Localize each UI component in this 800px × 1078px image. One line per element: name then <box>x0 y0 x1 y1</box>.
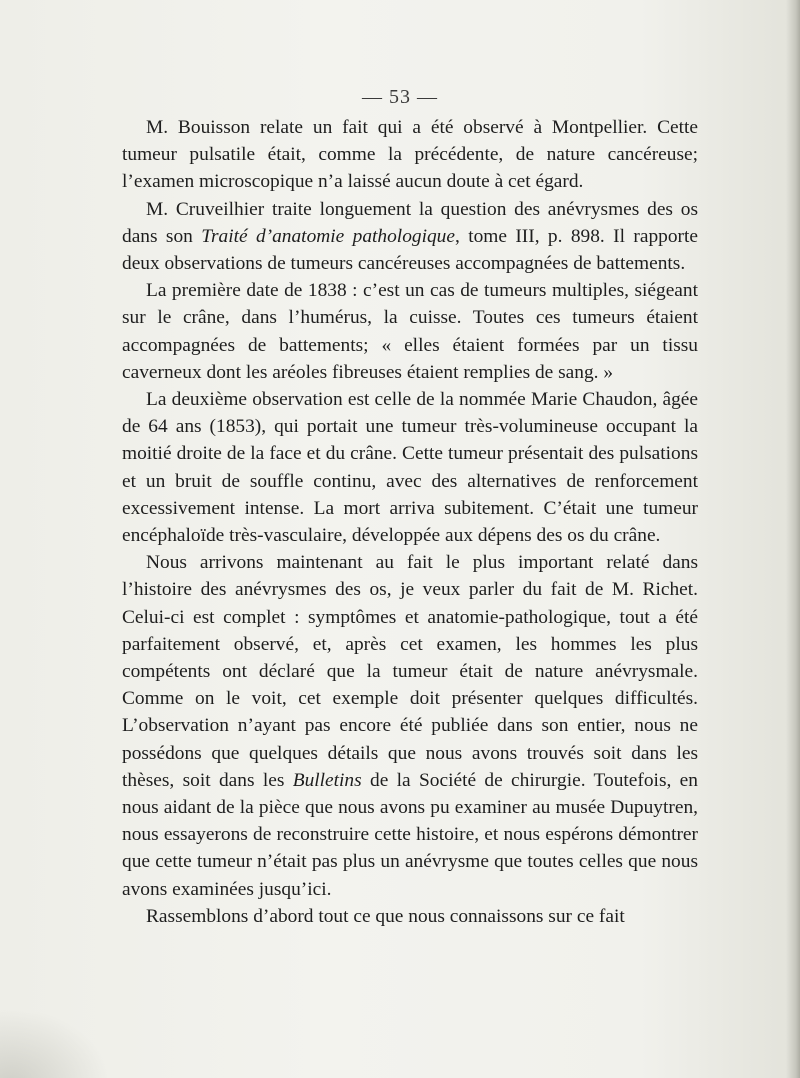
paragraph-richet-tail: de la Société de chirurgie. Toutefois, en nous aidant de la pièce que nous avons pu examiner au musée Dupuytren, nous essayerons de reconstruire cette histoire, et nous espérons démontrer que cette tumeur n’était pas plus un anévrysme que toutes celles que nous avons examinées jusqu’ici. <box>122 769 698 900</box>
paragraph-rassemblons: Rassemblons d’abord tout ce que nous connaissons sur ce fait <box>146 905 625 927</box>
page-number: — 53 — <box>362 86 438 108</box>
paragraph-cruveilhier-tail: , tome III, p. 898. Il rapporte deux observations de tumeurs cancéreuses accompagnées de battements. <box>122 225 698 275</box>
paragraph-cruveilhier-lead: M. Cruveilhier traite longuement la question des anévrysmes des os dans son <box>122 198 698 247</box>
paragraph-bouisson: M. Bouisson relate un fait qui a été observé à Montpellier. Cette tumeur pulsatile était, comme la précédente, de nature cancéreuse; l’examen microscopique n’a laissé aucun doute à cet égard. <box>122 117 698 193</box>
paragraph-richet <box>122 549 698 903</box>
paper-stain <box>0 1008 110 1078</box>
paragraph-richet-lead: Nous arrivons maintenant au fait le plus important relaté dans l’histoire des anévrysmes des os, je veux parler du fait de M. Richet. Celui-ci est complet : symptômes et anatomie-pathologique, tout a été parfaitement observé, et, après cet examen, les hommes les plus compétents ont déclaré que la tumeur était de nature anévrysmale. Comme on le voit, cet exemple doit présenter quelques difficultés. L’observation n’ayant pas encore été publiée dans son entier, nous ne possédons que quelques détails que nous avons trouvés soit dans les thèses, soit dans les <box>122 552 698 791</box>
bulletins-title: Bulletins <box>292 769 362 791</box>
paragraph-premiere-date: La première date de 1838 : c’est un cas de tumeurs multiples, siégeant sur le crâne, dans l’humérus, la cuisse. Toutes ces tumeurs étaient accompagnées de battements; « elles étaient formées par un tissu caverneux dont les aréoles fibreuses étaient remplies de sang. » <box>122 280 698 383</box>
body-text <box>122 114 698 930</box>
paragraph-cruveilhier <box>122 196 698 278</box>
binding-edge-shadow <box>786 0 800 1078</box>
paragraph-deuxieme-observation: La deuxième observation est celle de la nommée Marie Chaudon, âgée de 64 ans (1853), qui portait une tumeur très-volumineuse occupant la moitié droite de la face et du crâne. Cette tumeur présentait des pulsations et un bruit de souffle continu, avec des alternatives de renforcement excessivement intense. La mort arriva subitement. C’était une tumeur encéphaloïde très-vasculaire, développée aux dépens des os du crâne. <box>122 389 698 547</box>
book-title-traite: Traité d’anatomie pathologique <box>201 225 455 247</box>
